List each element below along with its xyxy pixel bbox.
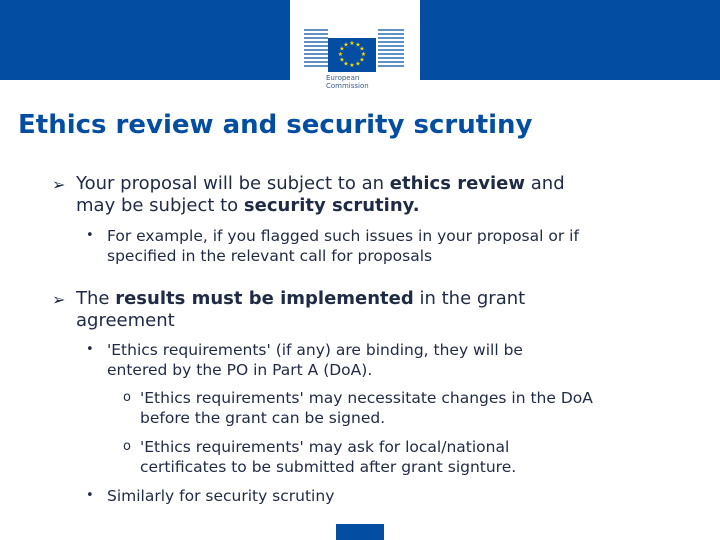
svg-text:★: ★ — [349, 40, 355, 47]
point2-line1 — [76, 288, 525, 310]
sub1-line2: specified in the relevant call for proposals — [107, 247, 433, 265]
point2-line2: agreement — [76, 310, 175, 331]
point1-line2-bold: security scrutiny. — [243, 195, 420, 216]
sub3-line1: Similarly for security scrutiny — [107, 487, 335, 505]
point1-line2 — [76, 195, 420, 217]
logo-text — [326, 74, 406, 90]
svg-text:★: ★ — [343, 60, 349, 68]
subsub2-line1: 'Ethics requirements' may ask for local/national — [140, 438, 510, 456]
svg-text:★: ★ — [339, 56, 345, 64]
svg-text:★: ★ — [360, 51, 367, 58]
subsub2-line2: certificates to be submitted after grant signture. — [140, 458, 517, 476]
logo-text-line2: Commission — [326, 82, 369, 90]
footer-bar — [336, 524, 384, 540]
logo-text-line1: European — [326, 74, 360, 82]
sub1-line1: For example, if you flagged such issues in your proposal or if — [107, 227, 579, 245]
svg-text:★: ★ — [355, 41, 361, 49]
sub2-line2: entered by the PO in Part A (DoA). — [107, 361, 373, 379]
sub2-line1: 'Ethics requirements' (if any) are binding, they will be — [107, 341, 523, 359]
point2-line1-post: in the grant — [413, 288, 526, 309]
point2-line1-pre: The — [76, 288, 116, 309]
point1-line1-post: and — [525, 173, 565, 194]
dot-bullet-icon: • — [86, 488, 94, 503]
point1-line1 — [76, 173, 565, 195]
svg-text:★: ★ — [355, 60, 361, 68]
european-commission-logo — [290, 0, 420, 98]
page-title: Ethics review and security scrutiny — [18, 110, 533, 140]
dot-bullet-icon: • — [86, 342, 94, 357]
svg-text:★: ★ — [339, 45, 345, 53]
dot-bullet-icon: • — [86, 228, 94, 243]
svg-text:★: ★ — [343, 41, 349, 49]
point1-line1-pre: Your proposal will be subject to an — [76, 173, 390, 194]
circle-bullet-icon: o — [123, 439, 131, 454]
point1-line2-pre: may be subject to — [76, 195, 244, 216]
arrow-bullet-icon: ➢ — [52, 175, 66, 194]
subsub1-line2: before the grant can be signed. — [140, 409, 386, 427]
svg-text:★: ★ — [359, 45, 365, 53]
svg-text:★: ★ — [359, 56, 365, 64]
svg-text:★: ★ — [337, 51, 344, 58]
point2-line1-bold: results must be implemented — [115, 288, 414, 309]
circle-bullet-icon: o — [123, 390, 131, 405]
arrow-bullet-icon: ➢ — [52, 290, 66, 309]
point1-line1-bold: ethics review — [389, 173, 526, 194]
svg-text:★: ★ — [349, 62, 355, 69]
subsub1-line1: 'Ethics requirements' may necessitate changes in the DoA — [140, 389, 593, 407]
